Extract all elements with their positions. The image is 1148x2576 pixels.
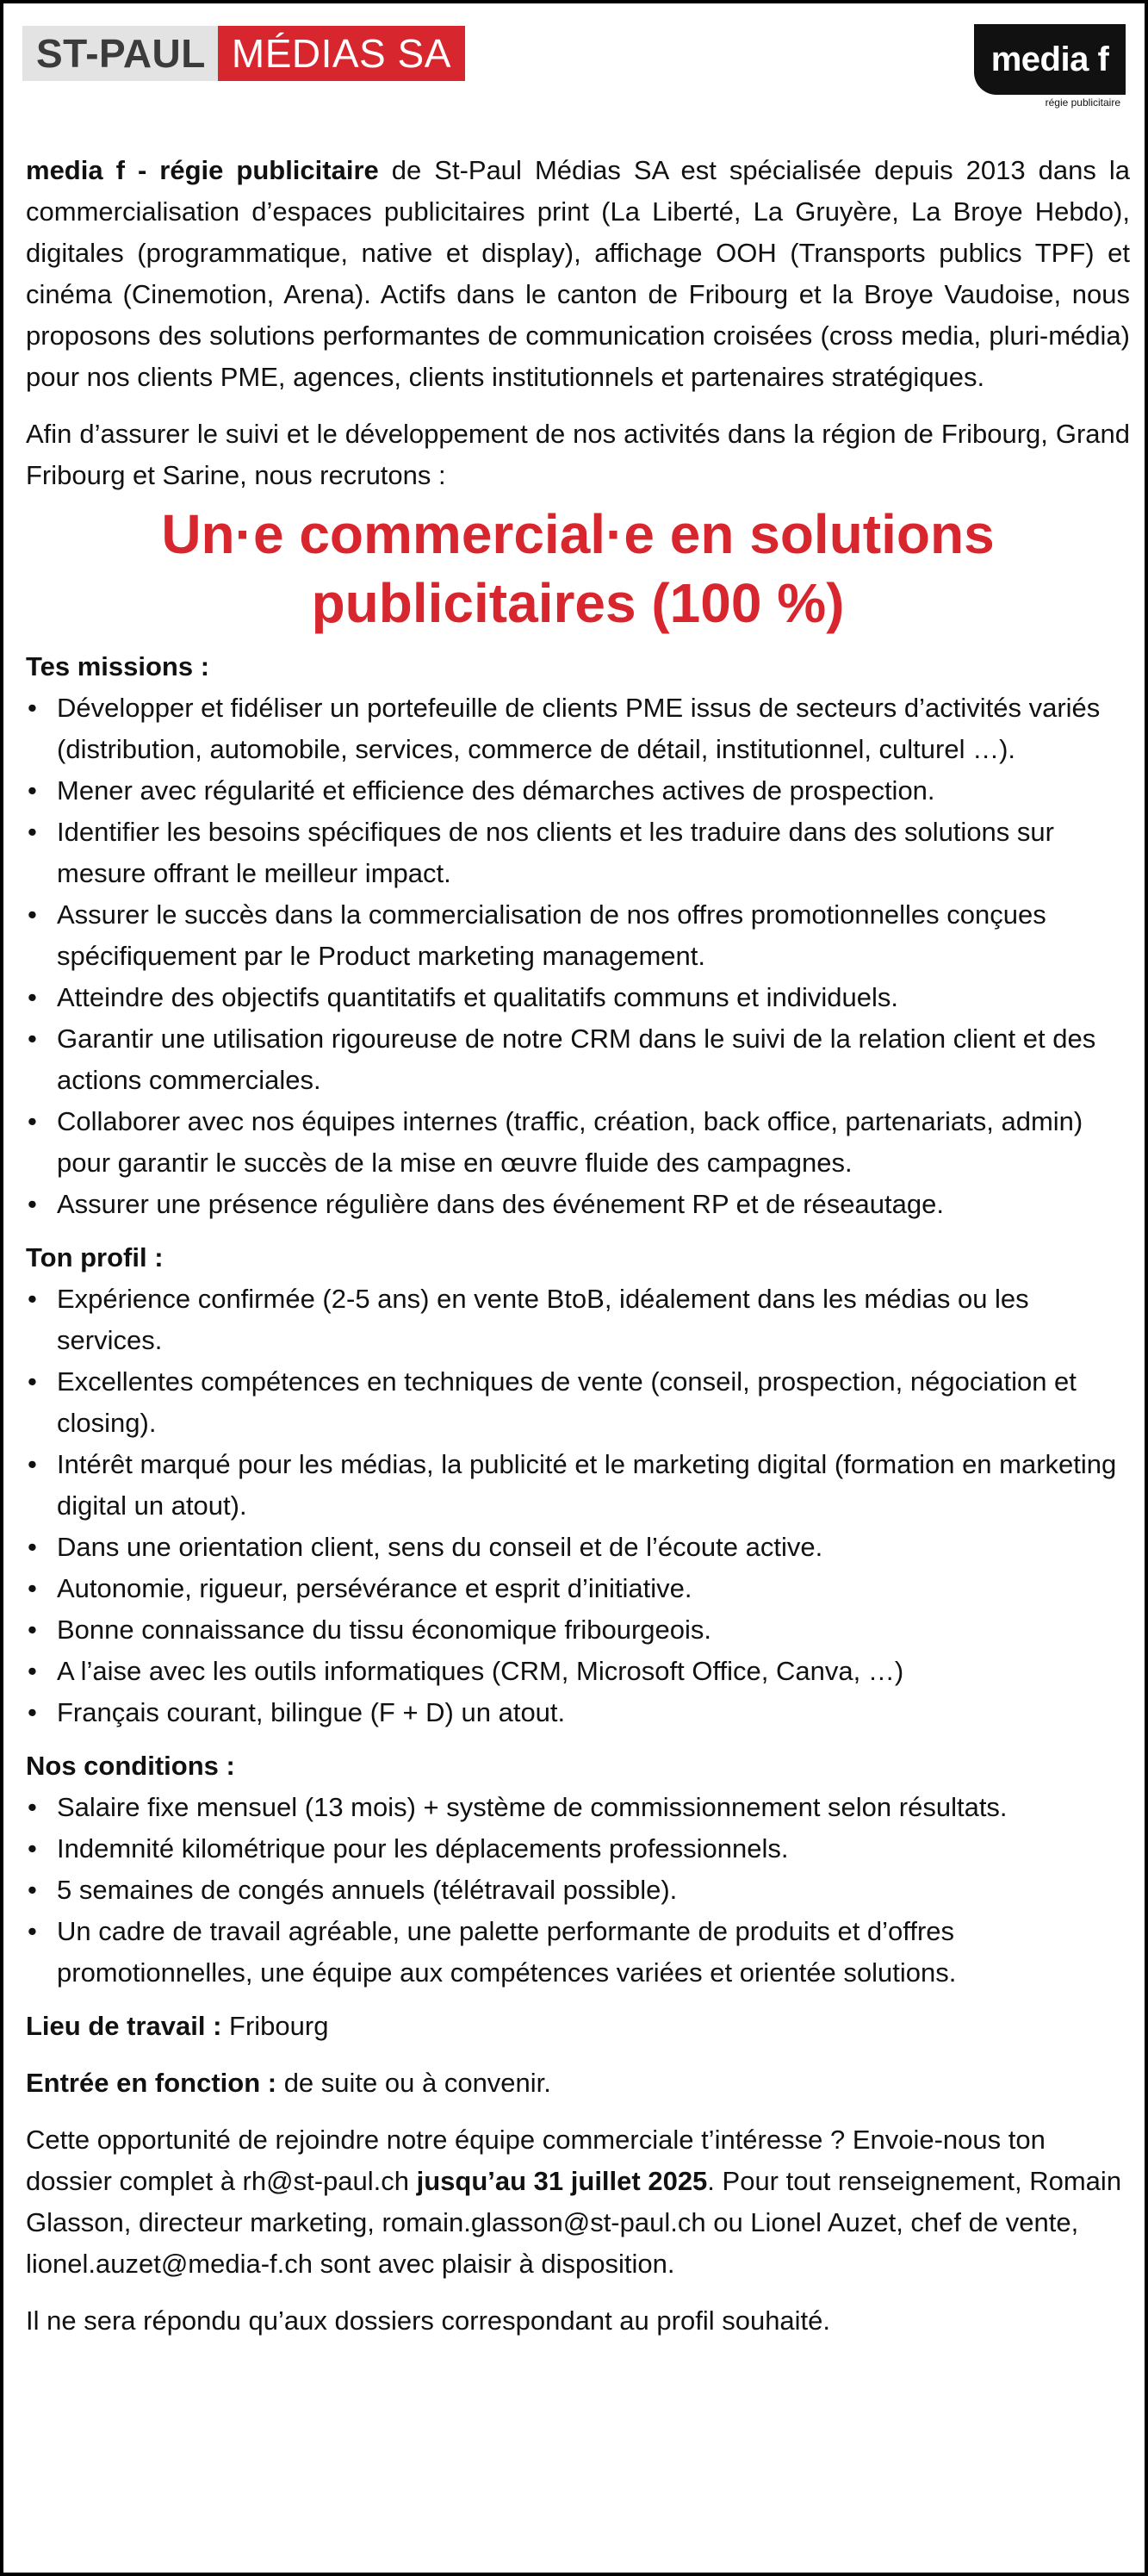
job-title bbox=[26, 500, 1130, 638]
bullet: • bbox=[28, 1532, 37, 1562]
bullet: • bbox=[28, 1449, 37, 1479]
bullet: • bbox=[28, 1615, 37, 1645]
profil-heading: Ton profil : bbox=[26, 1242, 164, 1272]
closing-note: Il ne sera répondu qu’aux dossiers correspondant au profil souhaité. bbox=[26, 2305, 831, 2336]
bullet: • bbox=[28, 775, 37, 806]
list-item bbox=[26, 1787, 1130, 1828]
list-item-text: Dans une orientation client, sens du conseil et de l’écoute active. bbox=[57, 1532, 823, 1562]
logo-stpaul-part1: ST-PAUL bbox=[22, 26, 218, 81]
application-deadline: jusqu’au 31 juillet 2025 bbox=[416, 2166, 708, 2196]
list-item-text: Intérêt marqué pour les médias, la publicité et le marketing digital (formation en marketing digital un atout). bbox=[57, 1449, 1117, 1521]
list-item bbox=[26, 1444, 1130, 1527]
bullet: • bbox=[28, 1916, 37, 1946]
bullet: • bbox=[28, 1875, 37, 1905]
bullet: • bbox=[28, 1366, 37, 1397]
list-item-text: Expérience confirmée (2-5 ans) en vente BtoB, idéalement dans les médias ou les services. bbox=[57, 1284, 1029, 1355]
list-item bbox=[26, 1279, 1130, 1361]
list-item-text: Assurer une présence régulière dans des événement RP et de réseautage. bbox=[57, 1189, 944, 1219]
work-location bbox=[26, 2006, 1130, 2047]
bullet: • bbox=[28, 693, 37, 723]
logo-stpaul-part2: MÉDIAS SA bbox=[218, 26, 465, 81]
header bbox=[3, 3, 1145, 141]
list-item bbox=[26, 1361, 1130, 1444]
list-item-text: Un cadre de travail agréable, une palette performante de produits et d’offres promotionnelles, une équipe aux compétences variées et orientée solutions. bbox=[57, 1916, 957, 1988]
list-item bbox=[26, 688, 1130, 770]
contact-paragraph bbox=[26, 2119, 1130, 2285]
list-item bbox=[26, 977, 1130, 1018]
list-item-text: Atteindre des objectifs quantitatifs et qualitatifs communs et individuels. bbox=[57, 982, 899, 1012]
bullet: • bbox=[28, 1573, 37, 1603]
bullet: • bbox=[28, 1792, 37, 1822]
list-item bbox=[26, 812, 1130, 894]
ad-content bbox=[26, 150, 1130, 2342]
bullet: • bbox=[28, 1024, 37, 1054]
list-item-text: Indemnité kilométrique pour les déplacements professionnels. bbox=[57, 1833, 789, 1864]
job-title-line-1: Un·e commercial·e en solutions bbox=[161, 503, 995, 565]
list-item-text: Mener avec régularité et efficience des démarches actives de prospection. bbox=[57, 775, 935, 806]
intro-bold-lead: media f - régie publicitaire bbox=[26, 155, 379, 185]
start-date-label: Entrée en fonction : bbox=[26, 2068, 277, 2098]
missions-list bbox=[26, 688, 1130, 1225]
recruit-paragraph: Afin d’assurer le suivi et le développement de nos activités dans la région de Fribourg, Grand Fribourg et Sarine, nous recrutons : bbox=[26, 419, 1130, 490]
bullet: • bbox=[28, 1284, 37, 1314]
list-item bbox=[26, 1609, 1130, 1651]
media-f-logo bbox=[974, 24, 1126, 115]
list-item bbox=[26, 1101, 1130, 1184]
list-item bbox=[26, 1651, 1130, 1692]
conditions-heading: Nos conditions : bbox=[26, 1751, 235, 1781]
list-item-text: Collaborer avec nos équipes internes (traffic, création, back office, partenariats, admin) pour garantir le succès de la mise en œuvre fluide des campagnes. bbox=[57, 1106, 1083, 1178]
list-item-text: Salaire fixe mensuel (13 mois) + système de commissionnement selon résultats. bbox=[57, 1792, 1008, 1822]
intro-text: de St-Paul Médias SA est spécialisée depuis 2013 dans la commercialisation d’espaces publicitaires print (La Liberté, La Gruyère, La Broye Hebdo), digitales (programmatique, native et display), affichage OOH (Transports publics TPF) et cinéma (Cinemotion, Arena). Actifs dans le canton de Fribourg et la Broye Vaudoise, nous proposons des solutions performantes de communication croisées (cross media, pluri-média) pour nos clients PME, agences, clients institutionnels et partenaires stratégiques. bbox=[26, 155, 1130, 392]
profil-list bbox=[26, 1279, 1130, 1733]
list-item bbox=[26, 1692, 1130, 1733]
bullet: • bbox=[28, 982, 37, 1012]
list-item-text: Assurer le succès dans la commercialisation de nos offres promotionnelles conçues spécifiquement par le Product marketing management. bbox=[57, 899, 1046, 971]
bullet: • bbox=[28, 1697, 37, 1727]
list-item-text: Bonne connaissance du tissu économique fribourgeois. bbox=[57, 1615, 711, 1645]
list-item bbox=[26, 1527, 1130, 1568]
intro-paragraph bbox=[26, 150, 1130, 398]
start-date-value: de suite ou à convenir. bbox=[276, 2068, 551, 2098]
list-item bbox=[26, 1184, 1130, 1225]
media-f-logo-mark: media f bbox=[974, 24, 1126, 95]
start-date bbox=[26, 2063, 1130, 2104]
contact-text-2: . Pour tout renseignement, Romain Glasson, directeur marketing, romain.glasson@st-paul.ch ou Lionel Auzet, chef de vente, lionel.auzet@media-f.ch sont avec plaisir à disposition. bbox=[26, 2166, 1122, 2279]
list-item-text: Développer et fidéliser un portefeuille de clients PME issus de secteurs d’activités variés (distribution, automobile, services, commerce de détail, institutionnel, culturel …). bbox=[57, 693, 1101, 764]
work-location-label: Lieu de travail : bbox=[26, 2011, 222, 2041]
list-item bbox=[26, 894, 1130, 977]
contact-text-1: Cette opportunité de rejoindre notre équipe commerciale t’intéresse ? Envoie-nous ton dossier complet à rh@st-paul.ch bbox=[26, 2125, 1046, 2196]
bullet: • bbox=[28, 1189, 37, 1219]
list-item bbox=[26, 1870, 1130, 1911]
list-item-text: Excellentes compétences en techniques de vente (conseil, prospection, négociation et closing). bbox=[57, 1366, 1077, 1438]
list-item-text: Français courant, bilingue (F + D) un atout. bbox=[57, 1697, 566, 1727]
conditions-list bbox=[26, 1787, 1130, 1994]
bullet: • bbox=[28, 1833, 37, 1864]
list-item-text: Garantir une utilisation rigoureuse de notre CRM dans le suivi de la relation client et des actions commerciales. bbox=[57, 1024, 1096, 1095]
work-location-value: Fribourg bbox=[221, 2011, 329, 2041]
bullet: • bbox=[28, 899, 37, 930]
spacer bbox=[26, 2285, 1130, 2300]
bullet: • bbox=[28, 1656, 37, 1686]
media-f-logo-tagline: régie publicitaire bbox=[1045, 96, 1120, 109]
list-item bbox=[26, 1568, 1130, 1609]
spacer bbox=[26, 2047, 1130, 2063]
st-paul-medias-logo bbox=[22, 26, 465, 81]
spacer bbox=[26, 2104, 1130, 2119]
job-title-line-2: publicitaires (100 %) bbox=[311, 572, 845, 634]
list-item-text: 5 semaines de congés annuels (télétravail possible). bbox=[57, 1875, 678, 1905]
list-item-text: Autonomie, rigueur, persévérance et esprit d’initiative. bbox=[57, 1573, 692, 1603]
list-item bbox=[26, 1018, 1130, 1101]
list-item-text: A l’aise avec les outils informatiques (CRM, Microsoft Office, Canva, …) bbox=[57, 1656, 904, 1686]
bullet: • bbox=[28, 817, 37, 847]
bullet: • bbox=[28, 1106, 37, 1136]
list-item bbox=[26, 770, 1130, 812]
list-item-text: Identifier les besoins spécifiques de nos clients et les traduire dans des solutions sur mesure offrant le meilleur impact. bbox=[57, 817, 1054, 888]
missions-heading: Tes missions : bbox=[26, 651, 210, 681]
list-item bbox=[26, 1911, 1130, 1994]
list-item bbox=[26, 1828, 1130, 1870]
